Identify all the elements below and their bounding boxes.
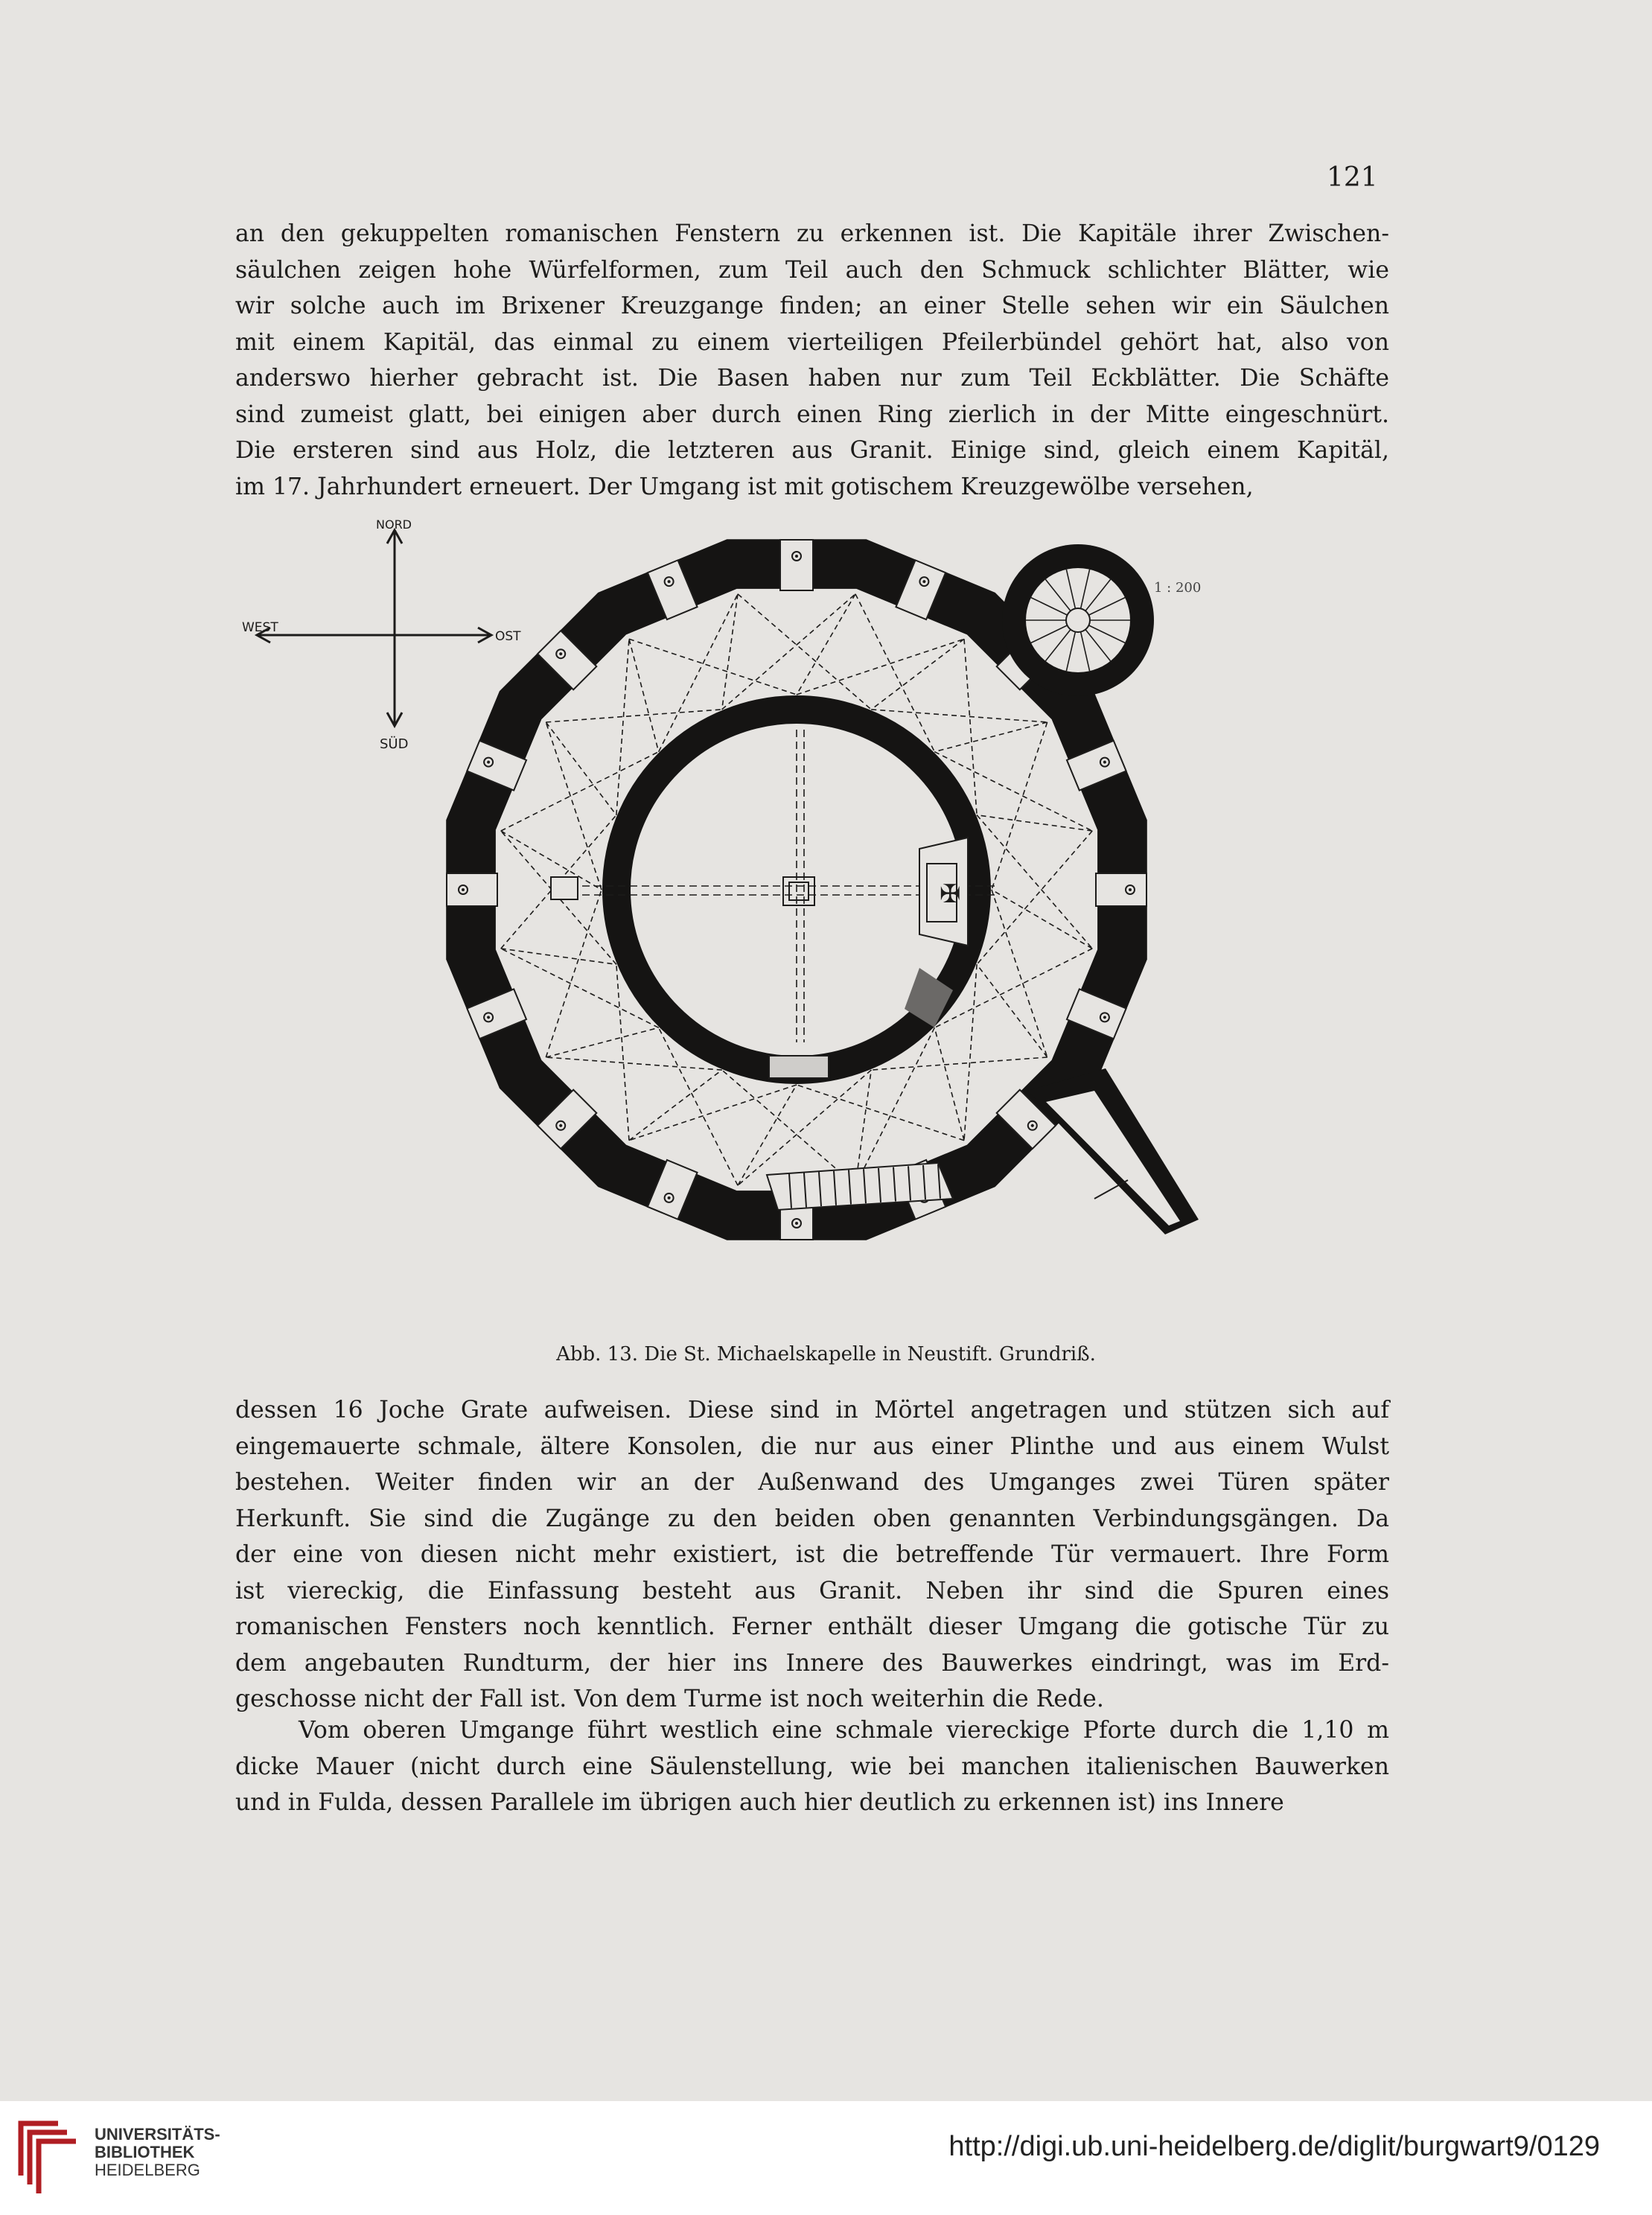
text-line: geschosse nicht der Fall ist. Von dem Turme ist noch weiterhin die Rede. (235, 1686, 1104, 1712)
text-line: säulchen zeigen hohe Würfelformen, zum Teil auch den Schmuck schlichter Blätter, wie (235, 256, 1389, 284)
stair-tower (1002, 544, 1154, 696)
text-line: anderswo hierher gebracht ist. Die Basen haben nur zum Teil Eckblätter. Die Schäfte (235, 365, 1389, 392)
west-door (551, 877, 578, 899)
passage-corridor (1027, 1068, 1199, 1234)
wall-window (780, 540, 813, 590)
text-line: dicke Mauer (nicht durch eine Säulenstellung, wie bei manchen italienischen Bauwerken (235, 1753, 1389, 1780)
wall-window (1096, 873, 1146, 906)
page-number: 121 (1327, 162, 1378, 193)
text-line: eingemauerte schmale, ältere Konsolen, die nur aus einer Plinthe und aus einem Wulst (235, 1432, 1389, 1460)
text-line: im 17. Jahrhundert erneuert. Der Umgang ist mit gotischem Kreuzgewölbe versehen, (235, 473, 1254, 500)
figure-caption: Abb. 13. Die St. Michaelskapelle in Neustift. Grundriß. (556, 1343, 1096, 1365)
university-library-logo (15, 2116, 86, 2205)
source-url-link[interactable]: http://digi.ub.uni-heidelberg.de/diglit/burgwart9/0129 (948, 2131, 1600, 2162)
text-line: Vom oberen Umgange führt westlich eine schmale viereckige Pforte durch die 1,10 m (299, 1717, 1389, 1744)
text-line: Die ersteren sind aus Holz, die letzteren aus Granit. Einige sind, gleich einem Kapitäl, (235, 437, 1389, 464)
text-line: wir solche auch im Brixener Kreuzgange finden; an einer Stelle sehen wir ein Säulchen (235, 293, 1389, 319)
wall-window (447, 873, 497, 906)
south-inner-opening (769, 1056, 829, 1078)
cross-icon: ✠ (940, 879, 961, 909)
footer-bar (0, 2101, 1652, 2215)
text-line: und in Fulda, dessen Parallele im übrigen auch hier deutlich zu erkennen ist) ins Innere (235, 1789, 1284, 1816)
text-line: der eine von diesen nicht mehr existiert, ist die betreffende Tür vermauert. Ihre Form (235, 1541, 1389, 1568)
text-line: an den gekuppelten romanischen Fenstern zu erkennen ist. Die Kapitäle ihrer Zwischen- (235, 220, 1389, 247)
compass-east: OST (495, 629, 521, 644)
text-line: mit einem Kapitäl, das einmal zu einem vierteiligen Pfeilerbündel gehört hat, also von (235, 328, 1389, 356)
text-line: sind zumeist glatt, bei einigen aber durch einen Ring zierlich in der Mitte eingeschnürt. (235, 401, 1389, 428)
floor-plan-figure (223, 514, 1266, 1348)
institution-line-1: UNIVERSITÄTS- (95, 2125, 220, 2144)
compass-rose (257, 530, 491, 726)
text-line: bestehen. Weiter finden wir an der Außenwand des Umganges zwei Türen später (235, 1469, 1389, 1496)
institution-name (95, 2126, 220, 2179)
paragraph-3 (235, 1712, 1389, 1821)
institution-line-2: BIBLIOTHEK (95, 2143, 195, 2161)
chapel-plan (446, 539, 1202, 1240)
scale-label: 1 : 200 (1154, 580, 1202, 596)
compass-north: NORD (376, 517, 412, 532)
text-line: dem angebauten Rundturm, der hier ins Innere des Bauwerkes eindringt, was im Erd- (235, 1649, 1389, 1677)
institution-line-3: HEIDELBERG (95, 2161, 200, 2179)
paragraph-2 (235, 1392, 1389, 1718)
compass-south: SÜD (380, 736, 409, 752)
text-line: Herkunft. Sie sind die Zugänge zu den beiden oben genannten Verbindungsgängen. Da (235, 1505, 1389, 1532)
compass-west: WEST (242, 620, 278, 635)
text-line: dessen 16 Joche Grate aufweisen. Diese sind in Mörtel angetragen und stützen sich auf (235, 1397, 1389, 1424)
text-line: ist viereckig, die Einfassung besteht aus Granit. Neben ihr sind die Spuren eines (235, 1577, 1389, 1604)
paragraph-1 (235, 216, 1389, 505)
text-line: romanischen Fensters noch kenntlich. Ferner enthält dieser Umgang die gotische Tür zu (235, 1613, 1389, 1640)
